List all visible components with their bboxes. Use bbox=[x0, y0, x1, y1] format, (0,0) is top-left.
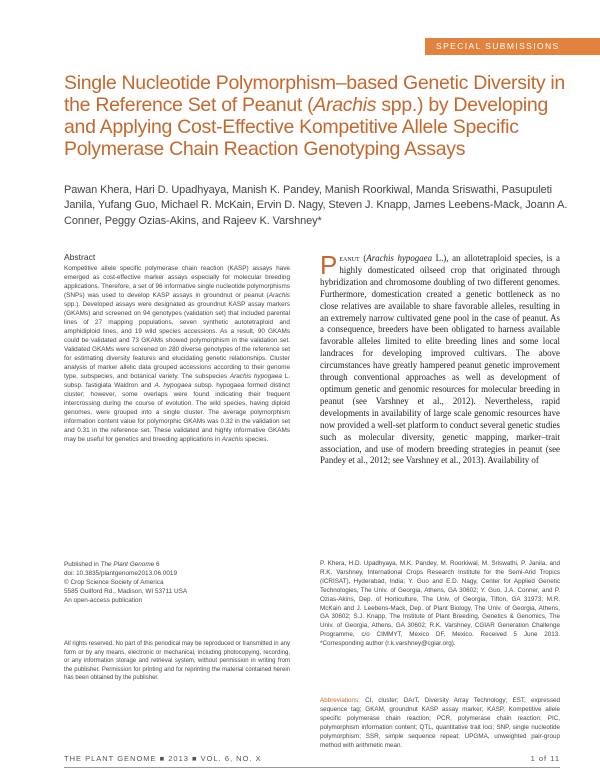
drop-cap: P bbox=[320, 250, 338, 280]
abstract bbox=[64, 252, 290, 444]
abstract-text: Kompetitive allele specific polymerase chain reaction (KASP) assays have emerged as cost-effective marker assays especially for molecular breeding applications. Therefore, a set of 96 informative single nucleotide polymorphisms (SNPs) was used to develop KASP assays in groundnut or peanut (Arachis spp.). Developed assays were designated as groundnut KASP assay markers (GKAMs) and screened on 94 genotypes (validation set) that included parental lines of 27 mapping populations, seven synthetic autotetraploid and amphidiploid lines, and 19 wild species accessions. As a result, 90 GKAMs could be validated and 73 GKAMs showed polymorphism in the validation set. Validated GKAMs were screened on 280 diverse genotypes of the reference set for estimating diversity features and elucidating genetic relationships. Cluster analysis of marker allelic data grouped accessions according to their genome type, subspecies, and botanical variety. The subspecies Arachis hypogaea L. subsp. fastigiata Waldron and A. hypogaea subsp. hypogaea formed distinct cluster; however, some overlaps were found indicating their frequent intercrossing during the course of evolution. The wild species, having diploid genomes, were grouped into a single cluster. The average polymorphism information content value for polymorphic GKAMs was 0.32 in the validation set and 0.31 in the reference set. These validated and highly informative GKAMs may be useful for genetics and breeding applications in Arachis species. bbox=[64, 265, 291, 443]
rights-text: All rights reserved. No part of this periodical may be reproduced or transmitted in any form or by any means, electronic or mechanical, including photocopying, recording, or any information storage and retrieval system, without permission in writing from the publisher. Permission for printing and for reprinting the material contained herein has been obtained by the publisher. bbox=[64, 641, 290, 681]
article-title: Single Nucleotide Polymorphism–based Genetic Diversity in the Reference Set of Peanut (Arachis spp.) by Developing and Applying Cost-Effective Kompetitive Allele Specific Polymerase Chain Reaction Genotyping Assays bbox=[64, 72, 565, 160]
footer-rule bbox=[64, 767, 560, 768]
copyright: © Crop Science Society of America bbox=[64, 579, 164, 586]
abbreviations bbox=[320, 697, 560, 750]
rights-statement bbox=[64, 640, 290, 683]
journal-line: Published in The Plant Genome 6 bbox=[64, 561, 160, 568]
abbreviations-text: Abbreviations: CI, cluster; DArT, Diversity Array Technology; EST, expressed sequence tag; GKAM, groundnut KASP assay marker; KASP, Kompetitive allele specific polymerase chain reaction; PCR, polymerase chain reaction; PIC, polymorphism information content; QTL, quantitative trait loci; SNP, single nucleotide polymorphism; SSR, simple sequence repeat; UPGMA, unweighted pair-group method with arithmetic mean. bbox=[320, 697, 560, 749]
affiliations-text: P. Khera, H.D. Upadhyaya, M.K. Pandey, M. Roorkiwal, M. Sriswathi, P. Janila, and R.K. Varshney, International Crops Research Institute for the Semi-Arid Tropics (ICRISAT), Hyderabad, India; Y. Guo and E.D. Nagy, Center for Applied Genetic Technologies, The Univ. of Georgia, Athens, GA 30602; Y. Guo, J.A. Conner, and P. Ozias-Akins, Dep. of Horticulture, The Univ. of Georgia, Tifton, GA 31973; M.R. McKain and J. Leebens-Mack, Dep. of Plant Biology, The Univ. of Georgia, Athens, GA 30602; S.J. Knapp, The Institute of Plant Breeding, Genetics & Genomics, The Univ. of Georgia, Athens, GA 30602; R.K. Varshney, CGIAR Generation Challenge Programme, c/o CIMMYT, Mexico DF, Mexico. Received 5 June 2013. *Corresponding author (r.k.varshney@cgiar.org). bbox=[320, 560, 560, 648]
doi: doi: 10.3835/plantgenome2013.06.0019 bbox=[64, 570, 178, 577]
abbreviations-label: Abbreviations: bbox=[320, 697, 360, 704]
intro-paragraph: Peanut (Arachis hypogaea L.), an allotetraploid species, is a highly domesticated oilseed crop that originated through hybridization and chromosome doubling of two different genomes. Furthermore, domestication created a genetic bottleneck as no close relatives are available to share favorable alleles, resulting in an extremely narrow cultivated gene pool in the case of peanut. As a consequence, breeders have been obligated to harness available favorable alleles limited to elite breeding lines and some local landraces for developing improved cultivars. The above circumstances have greatly hampered peanut genetic improvement through conventional approaches as well as development of optimum genetic and genomic resources for molecular breeding in peanut (see Varshney et al., 2012). Nevertheless, rapid developments in availability of large scale genomic resources have now provided a well-set platform to conduct several genetic studies such as molecular diversity, genetic mapping, marker–trait association, and use of modern breeding strategies in peanut (see Pandey et al., 2012; see Varshney et al., 2013). Availability of bbox=[320, 250, 560, 466]
publication-info bbox=[64, 560, 290, 605]
abstract-heading: Abstract bbox=[64, 252, 96, 262]
body-text bbox=[320, 250, 560, 467]
publisher-address: 5585 Guilford Rd., Madison, WI 53711 USA bbox=[64, 588, 188, 595]
author-list: Pawan Khera, Hari D. Upadhyaya, Manish K. Pandey, Manish Roorkiwal, Manda Sriswathi, Pasupuleti Janila, Yufang Guo, Michael R. McKain, Ervin D. Nagy, Steven J. Knapp, James Leebens-Mack, Joann A. Conner, Peggy Ozias-Akins, and Rajeev K. Varshney* bbox=[64, 184, 568, 227]
access-note: An open-access publication bbox=[64, 597, 143, 604]
page-number: 1 of 11 bbox=[530, 754, 560, 763]
footer-journal: THE PLANT GENOME ■ 2013 ■ VOL. 6, NO. X bbox=[64, 754, 262, 763]
section-label: SPECIAL SUBMISSIONS bbox=[436, 41, 560, 51]
affiliations bbox=[320, 560, 560, 649]
